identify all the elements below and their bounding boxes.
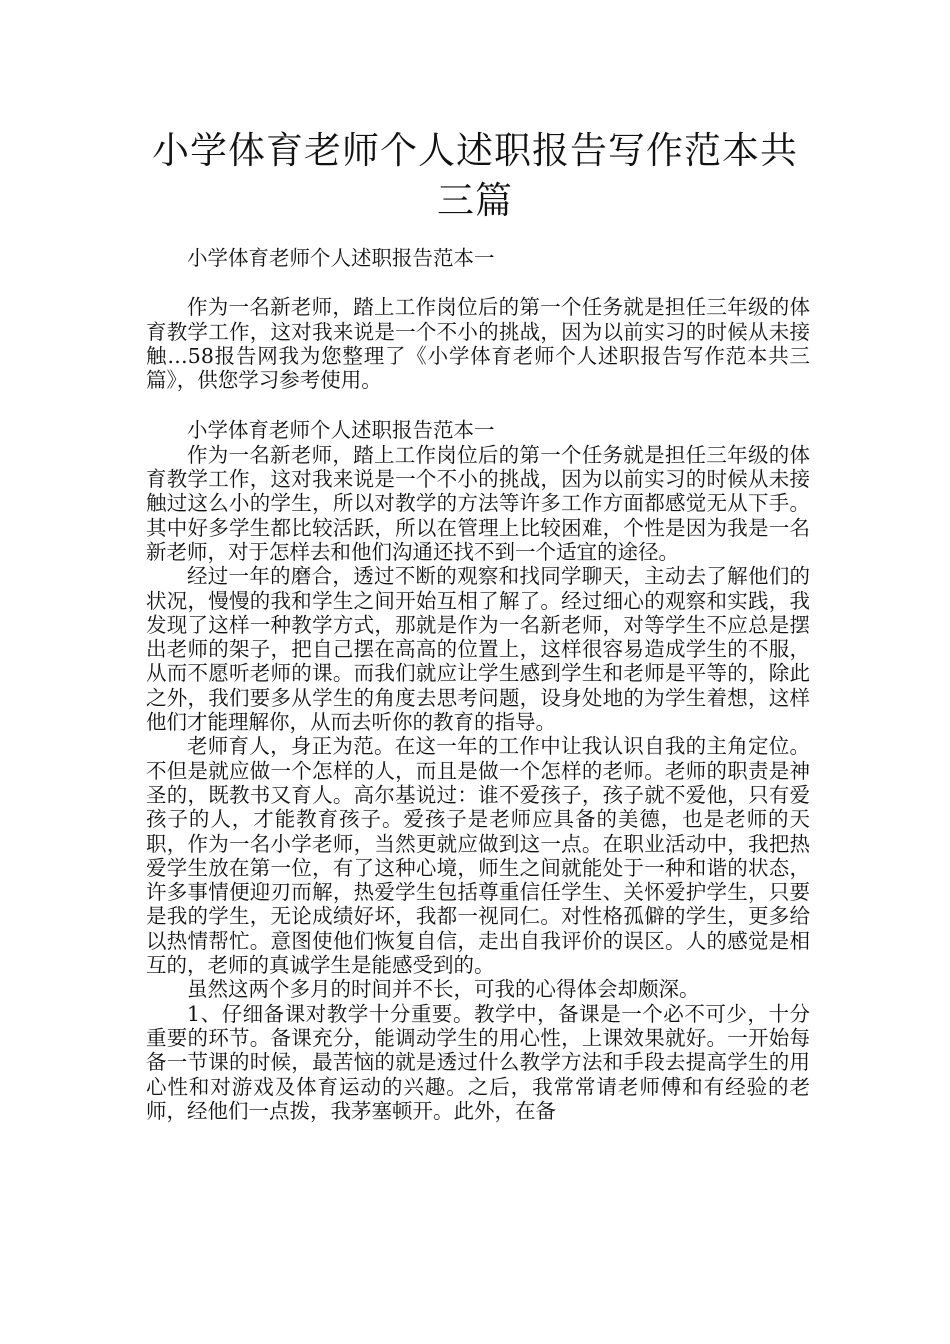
- section-heading: 小学体育老师个人述职报告范本一: [187, 418, 495, 443]
- intro-heading: 小学体育老师个人述职报告范本一: [187, 246, 495, 270]
- document-body: [146, 246, 810, 1123]
- body-paragraph: 老师育人，身正为范。在这一年的工作中让我认识自我的主角定位。不但是就应做一个怎样的人，而且是做一个怎样的老师。老师的职责是神圣的，既教书又育人。高尔基说过：谁不爱孩子，孩子就不爱他，只有爱孩子的人，才能教育孩子。爱孩子是老师应具备的美德，也是老师的天职，作为一名小学老师，当然更就应做到这一点。在职业活动中，我把热爱学生放在第一位，有了这种心境，师生之间就能处于一种和谐的状态，许多事情便迎刃而解，热爱学生包括尊重信任学生、关怀爱护学生，只要是我的学生，无论成绩好坏，我都一视同仁。对性格孤僻的学生，更多给以热情帮忙。意图使他们恢复自信，走出自我评价的误区。人的感觉是相互的，老师的真诚学生是能感受到的。: [146, 734, 810, 978]
- body-paragraph: 虽然这两个多月的时间并不长，可我的心得体会却颇深。: [187, 977, 700, 1002]
- body-paragraph: 经过一年的磨合，透过不断的观察和找同学聊天，主动去了解他们的状况，慢慢的我和学生之间开始互相了解了。经过细心的观察和实践，我发现了这样一种教学方式，那就是作为一名新老师，对等学生不应总是摆出老师的架子，把自己摆在高高的位置上，这样很容易造成学生的不服，从而不愿听老师的课。而我们就应让学生感到学生和老师是平等的，除此之外，我们要多从学生的角度去思考问题，设身处地的为学生着想，这样他们才能理解你，从而去听你的教育的指导。: [146, 564, 810, 735]
- intro-summary: 作为一名新老师，踏上工作岗位后的第一个任务就是担任三年级的体育教学工作，这对我来说是一个不小的挑战，因为以前实习的时候从未接触…58报告网我为您整理了《小学体育老师个人述职报告写作范本共三篇》，供您学习参考使用。: [146, 295, 810, 393]
- body-paragraph: 1、仔细备课对教学十分重要。教学中，备课是一个必不可少，十分重要的环节。备课充分，能调动学生的用心性，上课效果就好。一开始每备一节课的时候，最苦恼的就是透过什么教学方法和手段去提高学生的用心性和对游戏及体育运动的兴趣。之后，我常常请老师傅和有经验的老师，经他们一点拨，我茅塞顿开。此外，在备: [146, 1001, 810, 1123]
- body-paragraph: 作为一名新老师，踏上工作岗位后的第一个任务就是担任三年级的体育教学工作，这对我来说是一个不小的挑战，因为以前实习的时候从未接触过这么小的学生，所以对教学的方法等许多工作方面都感觉无从下手。其中好多学生都比较活跃，所以在管理上比较困难，个性是因为我是一名新老师，对于怎样去和他们沟通还找不到一个适宜的途径。: [146, 442, 810, 564]
- document-title: 小学体育老师个人述职报告写作范本共三篇: [152, 129, 798, 222]
